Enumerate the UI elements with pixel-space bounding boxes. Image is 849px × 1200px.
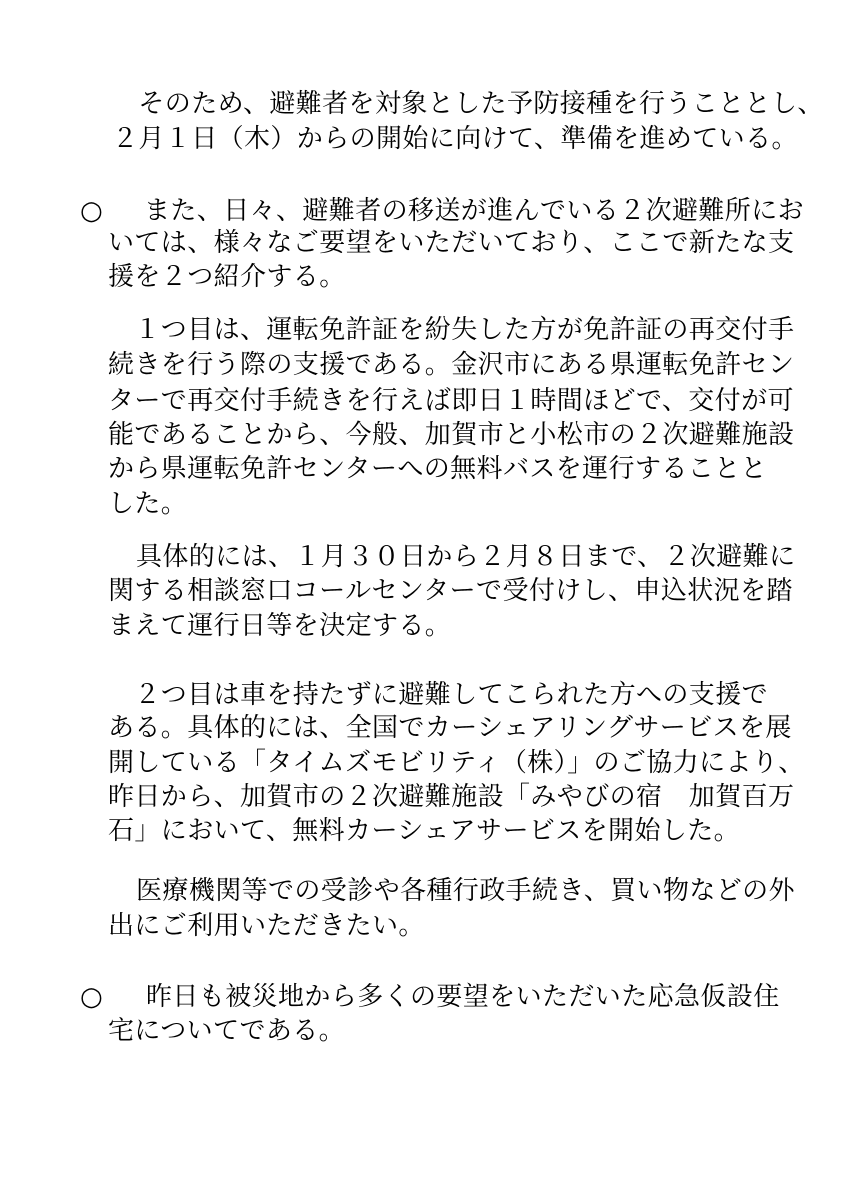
bullet-circle-icon: ○: [80, 982, 103, 1012]
paragraph-5-line-2: ある。具体的には、全国でカーシェアリングサービスを展: [108, 713, 792, 743]
paragraph-4-line-1: 具体的には、１月３０日から２月８日まで、２次避難に: [136, 542, 796, 572]
paragraph-7-line-2: 宅についてである。: [108, 1016, 346, 1046]
paragraph-5-line-5: 石」において、無料カーシェアサービスを開始した。: [108, 816, 741, 846]
paragraph-3-line-3: ターで再交付手続きを行えば即日１時間ほどで、交付が可: [108, 386, 794, 416]
paragraph-1-line-1: そのため、避難者を対象とした予防接種を行うこととし、: [112, 89, 824, 119]
paragraph-1-line-2: ２月１日（木）からの開始に向けて、準備を進めている。: [112, 124, 798, 154]
paragraph-3-line-6: した。: [108, 489, 188, 519]
paragraph-3-line-1: １つ目は、運転免許証を紛失した方が免許証の再交付手: [108, 315, 795, 345]
paragraph-5-line-4: 昨日から、加賀市の２次避難施設「みやびの宿 加賀百万: [108, 782, 795, 812]
paragraph-3-line-5: から県運転免許センターへの無料バスを運行することと: [108, 454, 767, 484]
paragraph-3-line-2: 続きを行う際の支援である。金沢市にある県運転免許セン: [108, 350, 795, 380]
paragraph-6-line-1: 医療機関等での受診や各種行政手続き、買い物などの外: [136, 876, 795, 906]
paragraph-4-line-3: まえて運行日等を決定する。: [108, 611, 452, 641]
paragraph-5-line-1: ２つ目は車を持たずに避難してこられた方への支援で: [108, 680, 769, 710]
paragraph-2-line-1: また、日々、避難者の移送が進んでいる２次避難所にお: [144, 196, 805, 226]
paragraph-5-line-3: 開している「タイムズモビリティ（株）」のご協力により、: [108, 748, 805, 778]
paragraph-6-line-2: 出にご利用いただきたい。: [108, 911, 425, 941]
paragraph-2-line-2: いては、様々なご要望をいただいており、ここで新たな支: [108, 228, 795, 258]
paragraph-2-line-3: 援を２つ紹介する。: [108, 262, 346, 292]
bullet-circle-icon: ○: [80, 196, 103, 226]
paragraph-7-line-1: 昨日も被災地から多くの要望をいただいた応急仮設住: [146, 982, 780, 1012]
paragraph-3-line-4: 能であることから、今般、加賀市と小松市の２次避難施設: [108, 420, 795, 450]
paragraph-4-line-2: 関する相談窓口コールセンターで受付けし、申込状況を踏: [108, 576, 793, 606]
